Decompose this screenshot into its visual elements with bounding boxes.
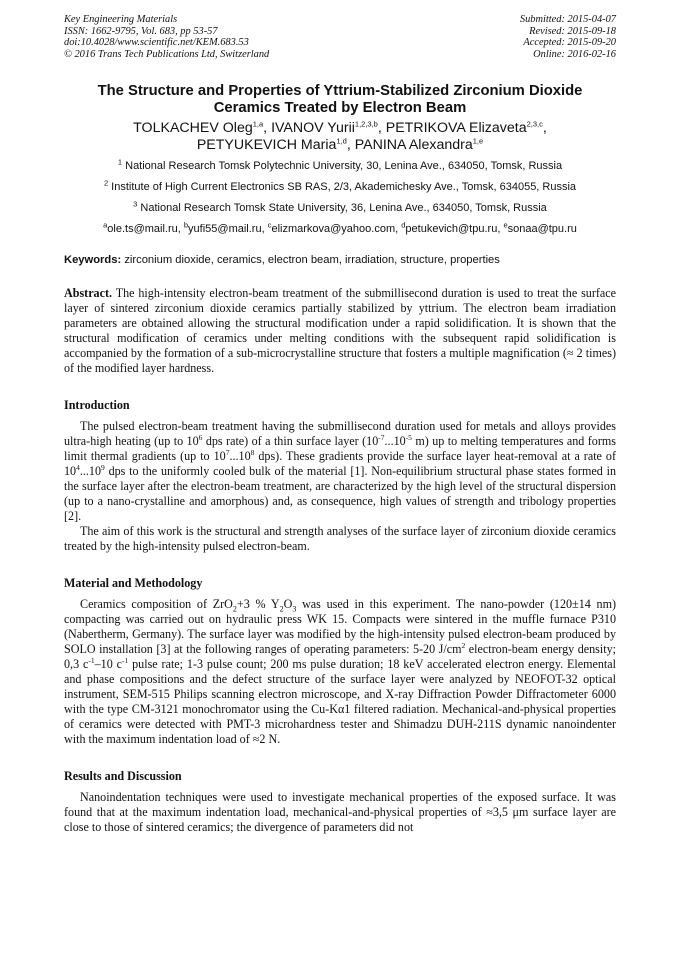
title-line-2: Ceramics Treated by Electron Beam [213, 100, 467, 116]
author-sup: 2,3,c [526, 119, 543, 129]
affiliation [64, 199, 616, 215]
section-heading-introduction: Introduction [64, 398, 130, 412]
author-sup: 1,a [252, 119, 264, 129]
keywords-text: zirconium dioxide, ceramics, electron beam, irradiation, structure, properties [124, 254, 500, 266]
superscript: -5 [405, 432, 412, 442]
text-run: pulse rate; 1-3 pulse count; 200 ms pulse duration; 18 keV accelerated electron energy. Elemental and phase compositions and the defect structure of the surface layer were analyzed by NEOFOT-32 optical instrument, SEM-515 Philips scanning electron microscope, and X-ray Diffraction Powder Diffractometer 6000 with the type CM-3121 monochromator using the Cu-Kα1 filtered radiation. Mechanical-and-physical properties of ceramics were detected with PMT-3 microhardness tester and Shimadzu DUH-211S dynamic nanoindenter with the maximum indentation load of ≈2 N. [64, 657, 617, 746]
text-run: O [283, 597, 293, 611]
keywords [64, 254, 616, 266]
subscript: 2 [279, 604, 284, 614]
journal-issn: ISSN: 1662-9795, Vol. 683, pp 53-57 [64, 25, 218, 37]
text-run: dps rate) of a thin surface layer (10 [202, 434, 379, 448]
author-sup: 1,d [336, 136, 347, 146]
email-link[interactable]: elizmarkova@yahoo.com [271, 223, 396, 235]
superscript: -1 [122, 655, 129, 665]
subscript: 2 [232, 604, 237, 614]
keywords-label: Keywords: [64, 254, 122, 266]
email-list: $^a$ole.ts@mail.ru, $^b$yufi55@mail.ru, $^c$elizmarkova@yahoo.com, $^d$petukevich@tpu.ru, $^e$sonaa@tpu.ru [103, 220, 577, 235]
text-run: dps to the uniformly cooled bulk of the material [1]. Non-equilibrium structural phase states formed in the surface layer after the electron-beam treatment, are characterized by the high level of the structural dispersion (up to a nano-crystalline and amorphous) and, as consequence, high values of strength and tribology properties [2]. [64, 464, 616, 523]
superscript: -7 [378, 432, 385, 442]
publication-dates [520, 14, 616, 60]
paper-title [64, 83, 616, 117]
text-run: ...10 [79, 464, 102, 478]
text-run: ...10 [229, 449, 251, 463]
author-name: IVANOV Yurii [271, 120, 355, 136]
text-run: was used in this experiment. The nano-powder (120±14 nm) compacting was carried out on hydraulic press WK 15. Compacts were sintered in the muffle furnace P310 (Nabertherm, Germany). The surface layer was modified by the high-intensity pulsed electron-beam produced by SOLO installation [3] at the following ranges of operating parameters: 5-20 J/cm [64, 597, 616, 656]
author-line-1: TOLKACHEV Oleg$^{1,a}$, IVANOV Yurii$^{1,2,3,b}$, PETRIKOVA Elizaveta$^{2,3,c}$, [133, 119, 547, 136]
section-heading-methodology: Material and Methodology [64, 576, 203, 590]
email-link[interactable]: ole.ts@mail.ru [107, 223, 178, 235]
page [64, 14, 616, 835]
superscript: 6 [198, 432, 203, 442]
date-accepted: Accepted: 2015-09-20 [523, 37, 616, 48]
results-paragraph: Nanoindentation techniques were used to investigate mechanical properties of the exposed surface. It was found that at the maximum indentation load, mechanical-and-physical properties of ≈3,5 μm surface layer are close to those of sintered ceramics; the divergence of parameters did not [64, 790, 616, 834]
title-line-1: The Structure and Properties of Yttrium-Stabilized Zirconium Dioxide [97, 83, 583, 99]
email-sup: e [503, 220, 508, 230]
superscript: -1 [88, 655, 95, 665]
superscript: 7 [225, 447, 230, 457]
author-sup: 1,2,3,b [354, 119, 378, 129]
abstract-text: The high-intensity electron-beam treatment of the submillisecond duration is used to treat the surface layer of sintered zirconium dioxide ceramics partially stabilized by yttrium. The electron beam irradiation parameters are obtained allowing the structural modification under a rapid solidification. It is shown that the structural modification of ceramics under melting conditions with the subsequent rapid solidification is accompanied by the formation of a sub-microcrystalline structure that fosters a multiple magnification (≈ 2 times) of the modified layer hardness. [64, 286, 616, 375]
email-link[interactable]: yufi55@mail.ru [188, 223, 262, 235]
email-link[interactable]: petukevich@tpu.ru [405, 223, 498, 235]
superscript: 4 [76, 462, 80, 472]
superscript: 2 [461, 640, 466, 650]
author-line-2: PETYUKEVICH Maria$^{1,d}$, PANINA Alexandra$^{1,e}$ [196, 136, 484, 153]
author-name: PETYUKEVICH Maria [196, 137, 337, 153]
journal-header [64, 14, 616, 60]
affiliation-number: 1 [117, 157, 123, 167]
email-sup: a [103, 220, 108, 230]
affiliation [64, 157, 616, 173]
text-run: dps). These gradients provide the surface layer heat-removal at a rate of 10 [64, 449, 616, 478]
affiliation [64, 178, 616, 194]
subscript: 3 [292, 604, 297, 614]
author-name: PANINA Alexandra [354, 137, 473, 153]
abstract [64, 286, 616, 376]
affiliation-number: 2 [103, 178, 109, 188]
text-run: The pulsed electron-beam treatment having the submillisecond duration used for metals and alloys provides ultra-high heating (up to 10 [64, 419, 616, 448]
superscript: 9 [101, 462, 105, 472]
affiliation-text: Institute of High Current Electronics SB RAS, 2/3, Akademichesky Ave., Tomsk, 634055, Russia [111, 181, 577, 193]
author-list [64, 120, 616, 154]
email-sup: c [267, 220, 272, 230]
journal-doi: doi:10.4028/www.scientific.net/KEM.683.53 [64, 37, 249, 48]
text-run: Ceramics composition of ZrO [80, 597, 233, 611]
affiliation-text: National Research Tomsk Polytechnic University, 30, Lenina Ave., 634050, Tomsk, Russia [125, 160, 563, 172]
author-sup: 1,e [472, 136, 484, 146]
superscript: 8 [250, 447, 255, 457]
date-revised: Revised: 2015-09-18 [529, 25, 616, 37]
journal-copyright: © 2016 Trans Tech Publications Ltd, Switzerland [64, 48, 270, 60]
methods-paragraph [64, 597, 616, 747]
email-sup: b [183, 220, 189, 230]
email-sup: d [401, 220, 406, 230]
affiliation-number: 3 [133, 199, 138, 209]
text-run: ...10 [384, 434, 406, 448]
intro-paragraph-1 [64, 419, 616, 524]
email-link[interactable]: sonaa@tpu.ru [507, 223, 577, 235]
affiliation-text: National Research Tomsk State University, 36, Lenina Ave., 634050, Tomsk, Russia [140, 202, 547, 214]
text-run: –10 c [94, 657, 123, 671]
date-submitted: Submitted: 2015-04-07 [519, 14, 616, 25]
section-heading-results: Results and Discussion [64, 769, 182, 783]
text-run: m) up to melting temperatures and forms limit thermal gradients (up to 10 [64, 434, 616, 463]
text-run: +3 % Y [236, 597, 280, 611]
text-run: electron-beam energy density; 0,3 c [64, 642, 616, 671]
author-name: TOLKACHEV Oleg [133, 120, 253, 136]
abstract-label: Abstract. [64, 286, 113, 300]
author-name: PETRIKOVA Elizaveta [385, 120, 527, 136]
date-online: Online: 2016-02-16 [533, 48, 616, 60]
journal-name: Key Engineering Materials [64, 14, 178, 25]
journal-info [64, 14, 269, 60]
intro-paragraph-2: The aim of this work is the structural and strength analyses of the surface layer of zirconium dioxide ceramics treated by the high-intensity pulsed electron-beam. [64, 524, 616, 553]
